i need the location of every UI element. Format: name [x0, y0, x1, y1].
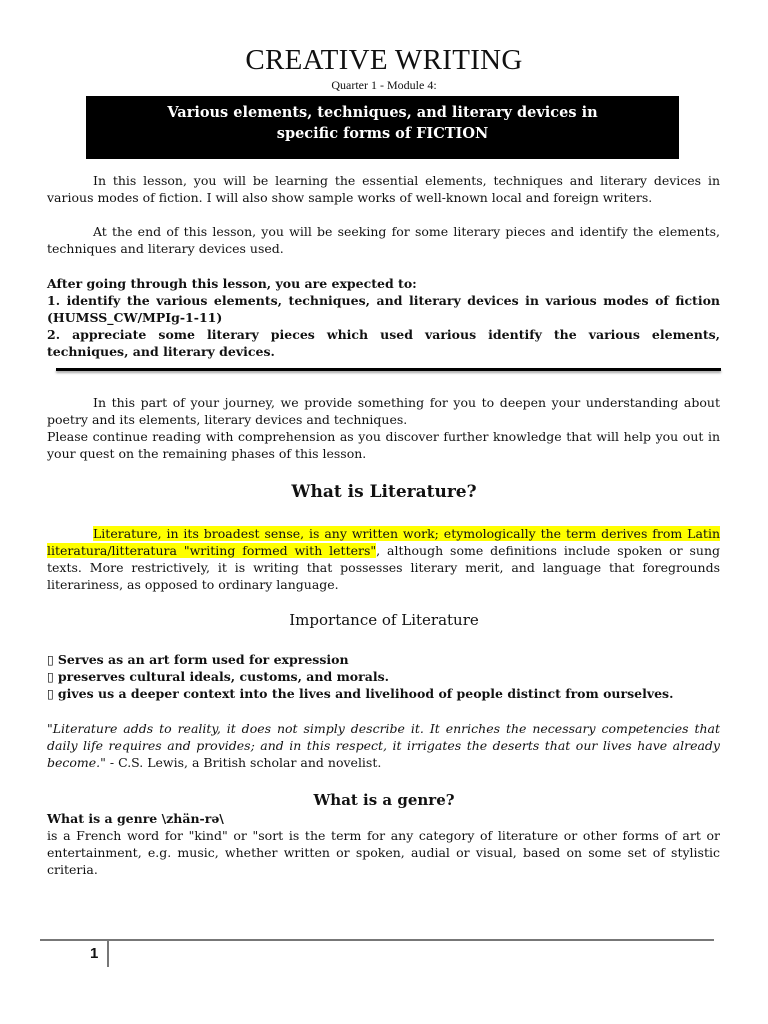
footer-rule — [40, 939, 714, 941]
genre-term: What is a genre \zhän-rə\ — [47, 811, 224, 826]
literature-highlight: Literature, in its broadest sense, is any written work; etymologically the term derives from Latin literatura/litteratura "writing formed with letters" — [47, 526, 720, 558]
journey-paragraph-1: In this part of your journey, we provide something for you to deepen your understanding about poetry and its elements, literary devices and techniques. — [47, 395, 720, 427]
footer-divider — [107, 941, 109, 967]
genre-heading: What is a genre? — [313, 791, 455, 809]
lewis-quote-block — [47, 720, 720, 771]
journey-paragraph-2: Please continue reading with comprehension as you discover further knowledge that will help you out in your quest on the remaining phases of this lesson. — [47, 429, 720, 461]
objective-item-2: 2. appreciate some literary pieces which used various identify the various elements, techniques, and literary devices. — [47, 327, 720, 359]
intro-paragraph-2: At the end of this lesson, you will be seeking for some literary pieces and identify the elements, techniques and literary devices used. — [47, 224, 720, 256]
objectives-lead: After going through this lesson, you are expected to: — [47, 276, 417, 291]
importance-item: ▯ gives us a deeper context into the lives and livelihood of people distinct from ourselves. — [47, 686, 674, 701]
page-title: CREATIVE WRITING — [245, 44, 523, 76]
banner-line-2: specific forms of FICTION — [276, 125, 489, 142]
literature-definition-rest: , although some definitions include spoken or sung texts. More restrictively, it is writing that possesses literary merit, and language that foregrounds literariness, as opposed to ordinary language. — [47, 543, 720, 592]
genre-definition: is a French word for "kind" or "sort is the term for any category of literature or other forms of art or entertainment, e.g. music, whether written or spoken, audial or visual, based on some set of stylistic criteria. — [47, 828, 720, 877]
importance-item: ▯ preserves cultural ideals, customs, and morals. — [47, 669, 389, 684]
checkbox-icon: ▯ — [47, 669, 54, 684]
banner-line-1: Various elements, techniques, and literary devices in — [167, 104, 598, 121]
importance-item: ▯ Serves as an art form used for expression — [47, 652, 349, 667]
quote-attribution: - C.S. Lewis, a British scholar and novelist. — [105, 755, 382, 770]
literature-definition — [47, 525, 720, 593]
section-divider — [56, 368, 721, 371]
lewis-quote: "Literature adds to reality, it does not simply describe it. It enriches the necessary competencies that daily life requires and provides; and in this respect, it irrigates the deserts that our lives have already become." — [47, 721, 720, 770]
page-number: 1 — [90, 945, 99, 962]
module-subtitle: Quarter 1 - Module 4: — [331, 78, 437, 92]
importance-heading: Importance of Literature — [289, 611, 479, 629]
checkbox-icon: ▯ — [47, 686, 54, 701]
objective-item-1: 1. identify the various elements, techniques, and literary devices in various modes of fiction (HUMSS_CW/MPIg-1-11) — [47, 293, 720, 325]
checkbox-icon: ▯ — [47, 652, 54, 667]
intro-paragraph-1: In this lesson, you will be learning the essential elements, techniques and literary devices in various modes of fiction. I will also show sample works of well-known local and foreign writers. — [47, 173, 720, 205]
topic-banner — [86, 96, 679, 159]
literature-heading: What is Literature? — [291, 482, 477, 502]
